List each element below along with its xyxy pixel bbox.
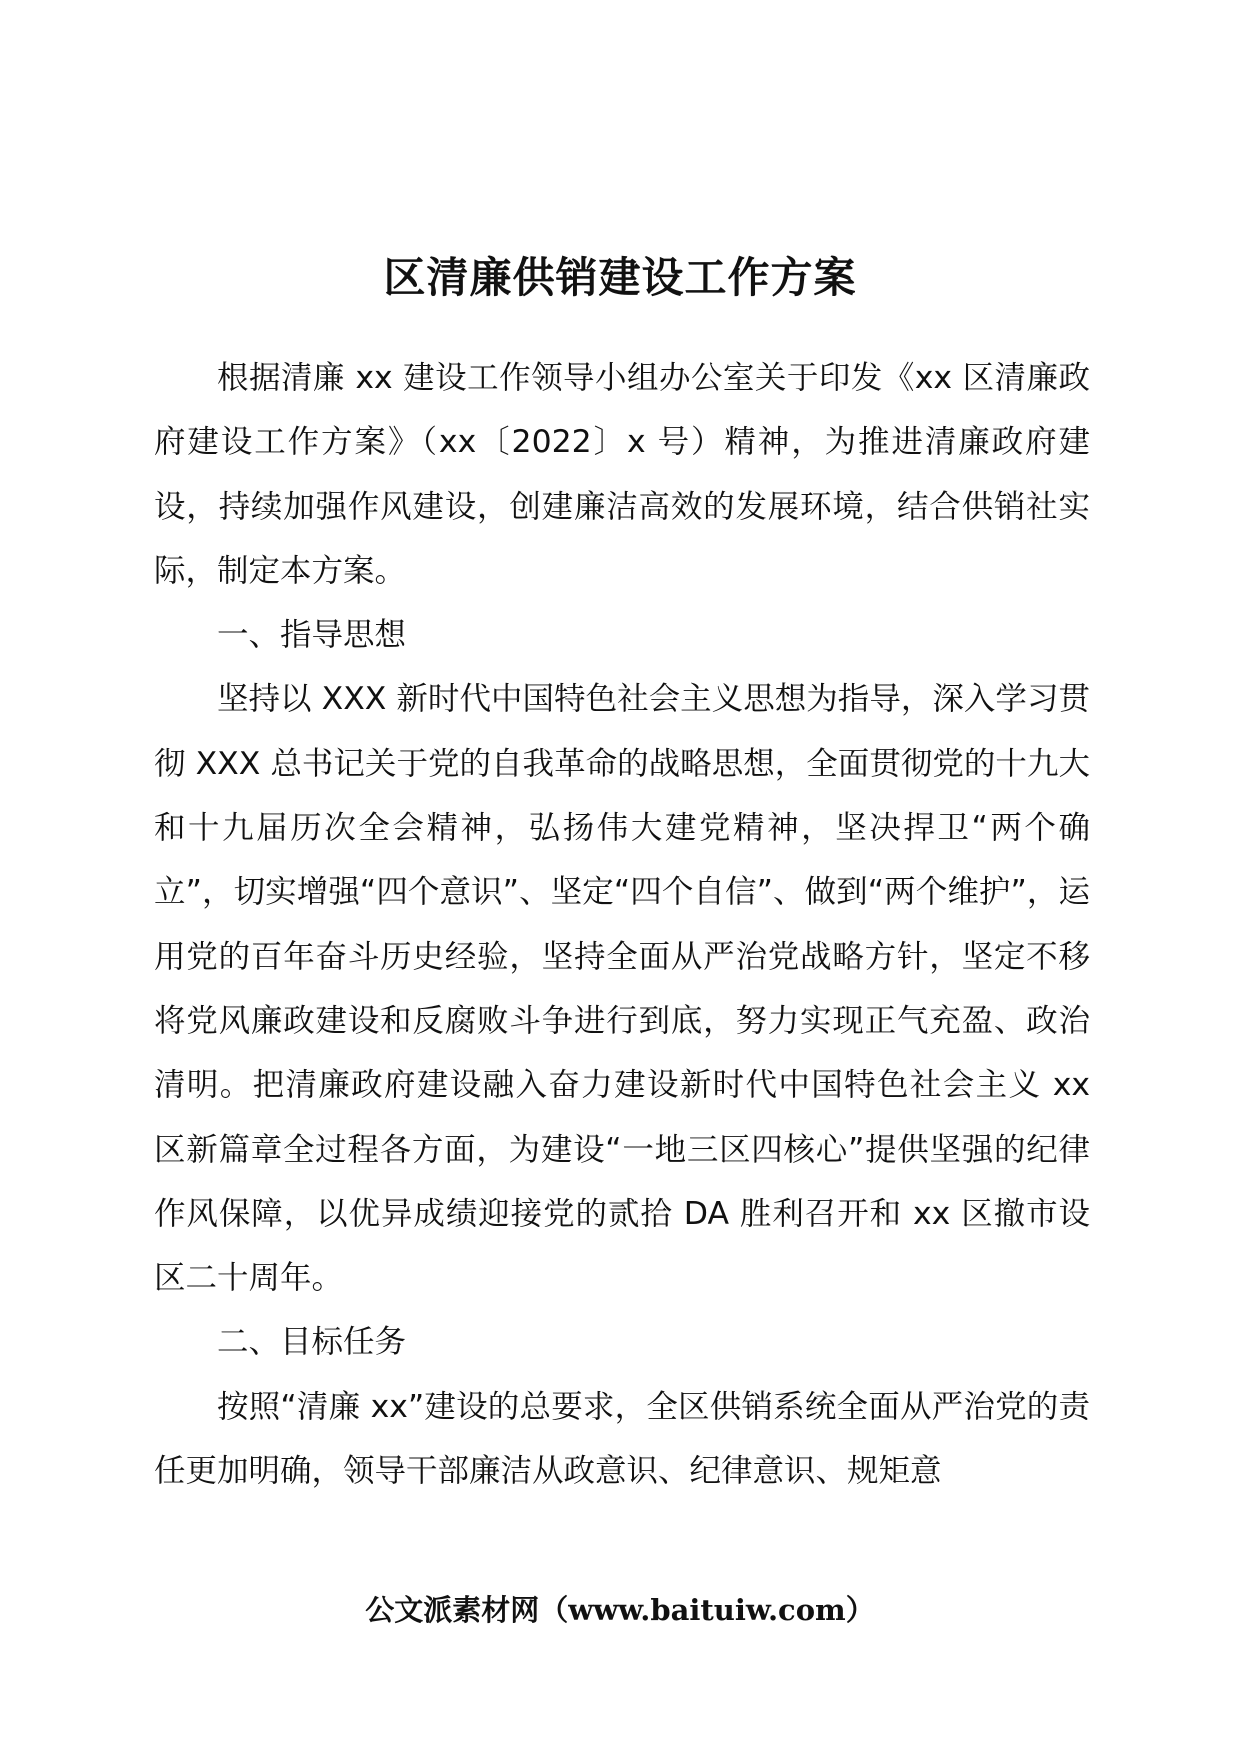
footer-watermark-text: 公文派素材网（www.baituiw.com） [365, 1593, 875, 1627]
section-heading-guiding-ideology: 一、指导思想 [217, 617, 407, 654]
section-heading-goals: 二、目标任务 [217, 1324, 407, 1361]
document-title: 区清廉供销建设工作方案 [383, 253, 857, 302]
guiding-ideology-paragraph: 坚持以 XXX 新时代中国特色社会主义思想为指导，深入学习贯彻 XXX 总书记关于党的自我革命的战略思想，全面贯彻党的十九大和十九届历次全会精神，弘扬伟大建党精神，坚决捍卫“两个确立”，切实增强“四个意识”、坚定“四个自信”、做到“两个维护”，运用党的百年奋斗历史经验，坚持全面从严治党战略方针，坚定不移将党风廉政建设和反腐败斗争进行到底，努力实现正气充盈、政治清明。把清廉政府建设融入奋力建设新时代中国特色社会主义 xx 区新篇章全过程各方面，为建设“一地三区四核心”提供坚强的纪律作风保障，以优异成绩迎接党的贰拾 DA 胜利召开和 xx 区撤市设区二十周年。 [154, 681, 1090, 1297]
goals-paragraph: 按照“清廉 xx”建设的总要求，全区供销系统全面从严治党的责任更加明确，领导干部廉洁从政意识、纪律意识、规矩意 [154, 1388, 1090, 1490]
intro-paragraph: 根据清廉 xx 建设工作领导小组办公室关于印发《xx 区清廉政府建设工作方案》（xx〔2022〕x 号）精神，为推进清廉政府建设，持续加强作风建设，创建廉洁高效的发展环境，结合供销社实际，制定本方案。 [154, 360, 1090, 589]
document-body [154, 346, 1090, 1503]
